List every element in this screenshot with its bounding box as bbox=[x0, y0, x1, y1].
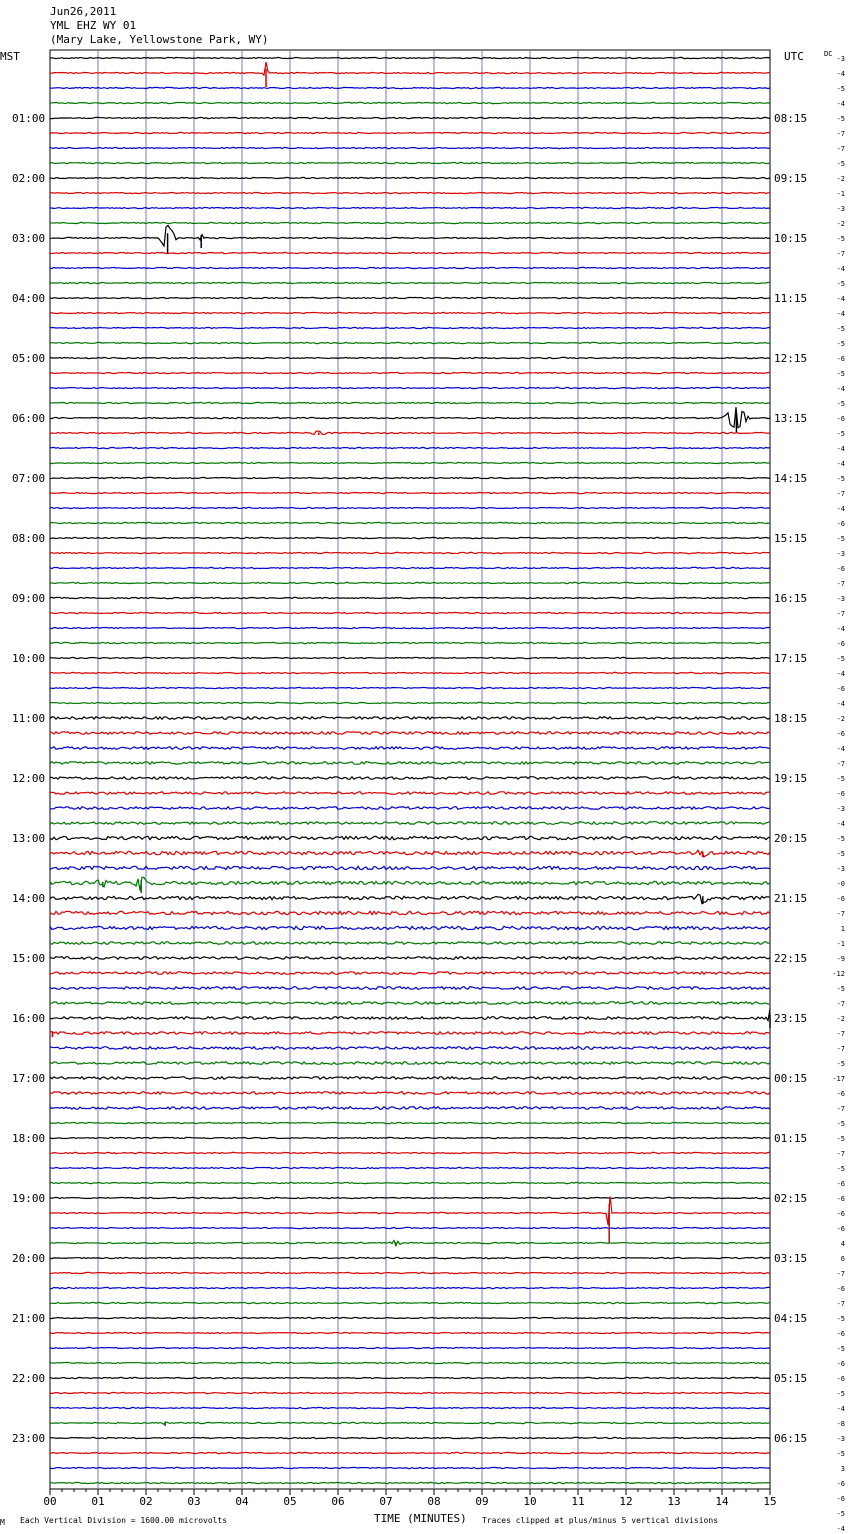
dc-offset-value: -0 bbox=[836, 880, 845, 888]
dc-offset-value: -4 bbox=[836, 385, 845, 393]
seismic-trace bbox=[50, 762, 770, 765]
seismic-trace bbox=[50, 717, 770, 720]
seismic-trace bbox=[50, 1362, 770, 1363]
utc-hour-label: 20:15 bbox=[774, 832, 808, 845]
dc-offset-value: -5 bbox=[836, 1120, 845, 1128]
dc-offset-value: -6 bbox=[836, 790, 845, 798]
seismic-trace bbox=[50, 1009, 770, 1021]
seismic-trace bbox=[50, 1122, 770, 1123]
dc-offset-value: -7 bbox=[836, 490, 845, 498]
dc-offset-value: -5 bbox=[836, 535, 845, 543]
seismic-trace bbox=[50, 877, 770, 890]
utc-hour-label: 02:15 bbox=[774, 1192, 808, 1205]
dc-offset-value: -3 bbox=[836, 55, 845, 63]
dc-offset-value: 6 bbox=[840, 1255, 845, 1263]
seismic-trace bbox=[50, 327, 770, 328]
dc-offset-value: -5 bbox=[836, 1345, 845, 1353]
seismic-trace bbox=[50, 687, 770, 688]
dc-offset-value: -2 bbox=[836, 715, 845, 723]
mst-hour-label: 08:00 bbox=[12, 532, 46, 545]
seismic-trace bbox=[50, 987, 770, 990]
dc-offset-value: -7 bbox=[836, 1150, 845, 1158]
x-tick-label: 04 bbox=[235, 1495, 249, 1508]
dc-offset-value: -5 bbox=[836, 850, 845, 858]
dc-offset-value: -4 bbox=[836, 625, 845, 633]
utc-hour-label: 15:15 bbox=[774, 532, 808, 545]
station-location: (Mary Lake, Yellowstone Park, WY) bbox=[50, 33, 269, 46]
seismic-trace bbox=[50, 942, 770, 945]
seismic-trace bbox=[50, 642, 770, 643]
dc-offset-value: -7 bbox=[836, 610, 845, 618]
dc-offset-value: -5 bbox=[836, 115, 845, 123]
dc-offset-value: -4 bbox=[836, 295, 845, 303]
seismic-trace bbox=[50, 582, 770, 583]
seismic-trace bbox=[50, 911, 770, 914]
clip-note: Traces clipped at plus/minus 5 vertical divisions bbox=[482, 1516, 719, 1525]
seismic-trace bbox=[50, 62, 770, 75]
dc-offset-header: DC bbox=[824, 50, 833, 58]
mst-hour-label: 07:00 bbox=[12, 472, 46, 485]
dc-offset-value: -5 bbox=[836, 1060, 845, 1068]
dc-offset-value: 4 bbox=[840, 1240, 845, 1248]
seismic-trace bbox=[50, 894, 770, 903]
seismic-trace bbox=[50, 1077, 770, 1080]
seismic-trace bbox=[50, 1227, 770, 1228]
dc-offset-value: -6 bbox=[836, 1495, 845, 1503]
x-tick-label: 09 bbox=[475, 1495, 489, 1508]
utc-hour-label: 21:15 bbox=[774, 892, 808, 905]
seismic-trace bbox=[50, 1392, 770, 1393]
mst-hour-label: 20:00 bbox=[12, 1252, 46, 1265]
mst-hour-label: 04:00 bbox=[12, 292, 46, 305]
seismic-trace bbox=[50, 1197, 770, 1225]
dc-offset-value: -3 bbox=[836, 805, 845, 813]
dc-offset-value: -5 bbox=[836, 325, 845, 333]
dc-offset-value: -7 bbox=[836, 1030, 845, 1038]
seismic-trace bbox=[50, 612, 770, 613]
utc-hour-label: 17:15 bbox=[774, 652, 808, 665]
dc-offset-value: -8 bbox=[836, 1420, 845, 1428]
dc-offset-value: -6 bbox=[836, 730, 845, 738]
mst-hour-label: 16:00 bbox=[12, 1012, 46, 1025]
seismic-trace bbox=[50, 672, 770, 673]
mst-hour-label: 03:00 bbox=[12, 232, 46, 245]
dc-offset-value: -4 bbox=[836, 445, 845, 453]
seismic-trace bbox=[50, 1317, 770, 1318]
seismic-trace bbox=[50, 850, 770, 857]
utc-hour-label: 13:15 bbox=[774, 412, 808, 425]
seismic-trace bbox=[50, 282, 770, 283]
seismic-trace bbox=[50, 342, 770, 343]
x-axis-label: TIME (MINUTES) bbox=[374, 1512, 467, 1525]
seismic-trace bbox=[50, 447, 770, 448]
mst-hour-label: 22:00 bbox=[12, 1372, 46, 1385]
dc-offset-value: 1 bbox=[840, 925, 845, 933]
seismic-trace bbox=[50, 1287, 770, 1288]
mst-hour-label: 19:00 bbox=[12, 1192, 46, 1205]
x-tick-label: 08 bbox=[427, 1495, 441, 1508]
seismic-trace bbox=[50, 747, 770, 750]
seismic-trace bbox=[50, 1437, 770, 1438]
dc-offset-value: -6 bbox=[836, 355, 845, 363]
dc-offset-value: -6 bbox=[836, 1360, 845, 1368]
dc-offset-value: -7 bbox=[836, 250, 845, 258]
dc-offset-value: -3 bbox=[836, 595, 845, 603]
dc-offset-value: -1 bbox=[836, 190, 845, 198]
mst-hour-label: 05:00 bbox=[12, 352, 46, 365]
seismic-trace bbox=[50, 1241, 770, 1246]
seismic-trace bbox=[50, 702, 770, 703]
utc-hour-label: 04:15 bbox=[774, 1312, 808, 1325]
utc-hour-label: 23:15 bbox=[774, 1012, 808, 1025]
dc-offset-value: -3 bbox=[836, 205, 845, 213]
seismic-trace bbox=[50, 1452, 770, 1453]
dc-offset-value: -5 bbox=[836, 280, 845, 288]
dc-offset-value: -3 bbox=[836, 550, 845, 558]
dc-offset-value: -5 bbox=[836, 370, 845, 378]
mst-hour-label: 18:00 bbox=[12, 1132, 46, 1145]
seismic-trace bbox=[50, 836, 770, 839]
dc-offset-value: -4 bbox=[836, 310, 845, 318]
seismic-trace bbox=[50, 522, 770, 523]
utc-hour-label: 05:15 bbox=[774, 1372, 808, 1385]
seismic-trace bbox=[50, 252, 770, 253]
seismic-trace bbox=[50, 297, 770, 298]
x-tick-label: 10 bbox=[523, 1495, 537, 1508]
dc-offset-value: -6 bbox=[836, 520, 845, 528]
seismic-trace bbox=[50, 222, 770, 223]
dc-offset-value: -5 bbox=[836, 1315, 845, 1323]
seismic-trace bbox=[50, 312, 770, 313]
dc-offset-value: -6 bbox=[836, 685, 845, 693]
dc-offset-value: -3 bbox=[836, 865, 845, 873]
seismic-trace bbox=[50, 117, 770, 118]
seismic-trace bbox=[50, 372, 770, 373]
dc-offset-value: -5 bbox=[836, 1390, 845, 1398]
seismic-trace bbox=[50, 777, 770, 780]
dc-offset-value: -4 bbox=[836, 100, 845, 108]
seismic-trace bbox=[50, 1092, 770, 1095]
dc-offset-value: -5 bbox=[836, 475, 845, 483]
seismic-trace bbox=[50, 1302, 770, 1303]
utc-hour-label: 06:15 bbox=[774, 1432, 808, 1445]
x-tick-label: 14 bbox=[715, 1495, 729, 1508]
seismic-trace bbox=[50, 192, 770, 193]
dc-offset-value: -6 bbox=[836, 1225, 845, 1233]
dc-offset-value: -5 bbox=[836, 430, 845, 438]
seismic-trace bbox=[50, 1182, 770, 1183]
x-tick-label: 03 bbox=[187, 1495, 201, 1508]
seismic-trace bbox=[50, 567, 770, 568]
utc-hour-label: 14:15 bbox=[774, 472, 808, 485]
dc-offset-value: -4 bbox=[836, 505, 845, 513]
left-timezone-label: MST bbox=[0, 50, 20, 63]
seismic-trace bbox=[50, 792, 770, 795]
dc-offset-value: -2 bbox=[836, 220, 845, 228]
dc-offset-value: -5 bbox=[836, 655, 845, 663]
dc-offset-value: -4 bbox=[836, 70, 845, 78]
seismic-trace bbox=[50, 207, 770, 208]
dc-offset-value: -5 bbox=[836, 160, 845, 168]
x-tick-label: 02 bbox=[139, 1495, 153, 1508]
dc-offset-value: -5 bbox=[836, 400, 845, 408]
dc-offset-value: -3 bbox=[836, 1435, 845, 1443]
mst-hour-label: 02:00 bbox=[12, 172, 46, 185]
x-tick-label: 00 bbox=[43, 1495, 57, 1508]
dc-offset-value: -5 bbox=[836, 835, 845, 843]
seismic-trace bbox=[50, 225, 770, 246]
dc-offset-value: -6 bbox=[836, 1330, 845, 1338]
mst-hour-label: 13:00 bbox=[12, 832, 46, 845]
x-tick-label: 11 bbox=[571, 1495, 585, 1508]
seismic-trace bbox=[50, 657, 770, 658]
seismic-trace bbox=[50, 1482, 770, 1483]
seismic-trace bbox=[50, 972, 770, 975]
mst-hour-label: 23:00 bbox=[12, 1432, 46, 1445]
seismic-trace bbox=[50, 132, 770, 133]
seismic-trace bbox=[50, 1167, 770, 1168]
seismic-trace bbox=[50, 1332, 770, 1333]
dc-offset-value: -7 bbox=[836, 1270, 845, 1278]
seismic-trace bbox=[50, 537, 770, 538]
seismic-trace bbox=[50, 267, 770, 268]
seismic-trace bbox=[50, 1197, 770, 1198]
utc-hour-label: 10:15 bbox=[774, 232, 808, 245]
right-timezone-label: UTC bbox=[784, 50, 804, 63]
seismic-trace bbox=[50, 1047, 770, 1050]
dc-offset-value: -7 bbox=[836, 760, 845, 768]
utc-hour-label: 18:15 bbox=[774, 712, 808, 725]
dc-offset-value: -7 bbox=[836, 145, 845, 153]
dc-offset-value: -2 bbox=[836, 175, 845, 183]
seismic-trace bbox=[50, 477, 770, 478]
dc-offset-value: -5 bbox=[836, 235, 845, 243]
seismic-trace bbox=[50, 552, 770, 553]
dc-offset-value: -5 bbox=[836, 1510, 845, 1518]
seismic-trace bbox=[50, 1377, 770, 1378]
dc-offset-value: -1 bbox=[836, 940, 845, 948]
x-tick-label: 07 bbox=[379, 1495, 393, 1508]
dc-offset-value: -5 bbox=[836, 1450, 845, 1458]
dc-offset-value: -4 bbox=[836, 745, 845, 753]
dc-offset-value: -12 bbox=[832, 970, 845, 978]
seismic-trace bbox=[50, 627, 770, 628]
seismic-trace bbox=[50, 407, 770, 427]
seismic-trace bbox=[50, 732, 770, 735]
dc-offset-value: -7 bbox=[836, 1045, 845, 1053]
dc-offset-value: -6 bbox=[836, 1285, 845, 1293]
seismic-trace bbox=[50, 1152, 770, 1153]
utc-hour-label: 01:15 bbox=[774, 1132, 808, 1145]
utc-hour-label: 11:15 bbox=[774, 292, 808, 305]
seismic-trace bbox=[50, 822, 770, 825]
utc-hour-label: 12:15 bbox=[774, 352, 808, 365]
dc-offset-value: -6 bbox=[836, 1180, 845, 1188]
dc-offset-value: -5 bbox=[836, 340, 845, 348]
utc-hour-label: 08:15 bbox=[774, 112, 808, 125]
seismic-trace bbox=[50, 402, 770, 403]
dc-offset-value: -6 bbox=[836, 565, 845, 573]
utc-hour-label: 09:15 bbox=[774, 172, 808, 185]
seismic-trace bbox=[50, 1407, 770, 1408]
mst-hour-label: 12:00 bbox=[12, 772, 46, 785]
dc-offset-value: -6 bbox=[836, 1375, 845, 1383]
dc-offset-value: -6 bbox=[836, 895, 845, 903]
chart-date: Jun26,2011 bbox=[50, 5, 117, 18]
utc-hour-label: 22:15 bbox=[774, 952, 808, 965]
dc-offset-value: -7 bbox=[836, 580, 845, 588]
dc-offset-value: -7 bbox=[836, 1000, 845, 1008]
utc-hour-label: 00:15 bbox=[774, 1072, 808, 1085]
seismic-trace bbox=[50, 1257, 770, 1258]
seismic-trace bbox=[50, 957, 770, 960]
dc-offset-value: -6 bbox=[836, 640, 845, 648]
dc-offset-value: -5 bbox=[836, 775, 845, 783]
mst-hour-label: 09:00 bbox=[12, 592, 46, 605]
seismic-trace bbox=[50, 597, 770, 598]
seismic-trace bbox=[50, 357, 770, 358]
mst-hour-label: 10:00 bbox=[12, 652, 46, 665]
seismic-trace bbox=[50, 1107, 770, 1110]
seismic-trace bbox=[50, 807, 770, 810]
seismic-trace bbox=[50, 431, 770, 435]
dc-offset-value: -6 bbox=[836, 1195, 845, 1203]
dc-offset-value: 3 bbox=[840, 1465, 845, 1473]
dc-offset-value: -6 bbox=[836, 415, 845, 423]
x-tick-label: 13 bbox=[667, 1495, 681, 1508]
mst-hour-label: 15:00 bbox=[12, 952, 46, 965]
mst-hour-label: 17:00 bbox=[12, 1072, 46, 1085]
dc-offset-value: -7 bbox=[836, 910, 845, 918]
dc-offset-value: -6 bbox=[836, 1480, 845, 1488]
seismic-trace bbox=[50, 1272, 770, 1273]
utc-hour-label: 19:15 bbox=[774, 772, 808, 785]
seismic-trace bbox=[50, 1467, 770, 1468]
dc-offset-value: -4 bbox=[836, 265, 845, 273]
scale-note: Each Vertical Division = 1600.00 microvolts bbox=[20, 1516, 228, 1525]
dc-offset-value: -4 bbox=[836, 1405, 845, 1413]
dc-offset-value: -4 bbox=[836, 820, 845, 828]
seismic-trace bbox=[50, 1002, 770, 1005]
mst-hour-label: 01:00 bbox=[12, 112, 46, 125]
dc-offset-value: -7 bbox=[836, 1300, 845, 1308]
dc-offset-value: -5 bbox=[836, 85, 845, 93]
dc-offset-value: -5 bbox=[836, 985, 845, 993]
seismic-trace bbox=[50, 462, 770, 463]
x-tick-label: 12 bbox=[619, 1495, 633, 1508]
dc-offset-value: -4 bbox=[836, 460, 845, 468]
seismic-trace bbox=[50, 492, 770, 493]
footer-mark: M bbox=[0, 1518, 5, 1527]
mst-hour-label: 11:00 bbox=[12, 712, 46, 725]
seismic-trace bbox=[50, 102, 770, 103]
seismic-trace bbox=[50, 177, 770, 178]
seismic-trace bbox=[50, 387, 770, 388]
seismic-trace bbox=[50, 866, 770, 869]
seismic-trace bbox=[50, 1137, 770, 1138]
dc-offset-value: -4 bbox=[836, 670, 845, 678]
seismic-trace bbox=[50, 1347, 770, 1348]
seismic-trace bbox=[50, 507, 770, 508]
dc-offset-value: -6 bbox=[836, 1090, 845, 1098]
dc-offset-value: -5 bbox=[836, 1135, 845, 1143]
dc-offset-value: -9 bbox=[836, 955, 845, 963]
dc-offset-value: -6 bbox=[836, 1210, 845, 1218]
seismic-trace bbox=[50, 87, 770, 88]
seismic-trace bbox=[50, 1062, 770, 1065]
dc-offset-value: -2 bbox=[836, 1015, 845, 1023]
seismic-trace bbox=[50, 1032, 770, 1035]
x-tick-label: 01 bbox=[91, 1495, 105, 1508]
dc-offset-value: -7 bbox=[836, 1105, 845, 1113]
x-tick-label: 15 bbox=[763, 1495, 777, 1508]
dc-offset-value: -17 bbox=[832, 1075, 845, 1083]
seismic-trace bbox=[50, 147, 770, 148]
dc-offset-value: -4 bbox=[836, 700, 845, 708]
utc-hour-label: 16:15 bbox=[774, 592, 808, 605]
utc-hour-label: 03:15 bbox=[774, 1252, 808, 1265]
seismic-trace bbox=[50, 1422, 770, 1424]
seismic-trace bbox=[50, 926, 770, 929]
station-code: YML EHZ WY 01 bbox=[50, 19, 137, 32]
seismic-trace bbox=[50, 162, 770, 163]
mst-hour-label: 14:00 bbox=[12, 892, 46, 905]
mst-hour-label: 21:00 bbox=[12, 1312, 46, 1325]
x-tick-label: 05 bbox=[283, 1495, 297, 1508]
dc-offset-value: -5 bbox=[836, 1165, 845, 1173]
dc-offset-value: -4 bbox=[836, 1525, 845, 1533]
x-tick-label: 06 bbox=[331, 1495, 345, 1508]
dc-offset-value: -7 bbox=[836, 130, 845, 138]
seismic-trace bbox=[50, 57, 770, 58]
mst-hour-label: 06:00 bbox=[12, 412, 46, 425]
